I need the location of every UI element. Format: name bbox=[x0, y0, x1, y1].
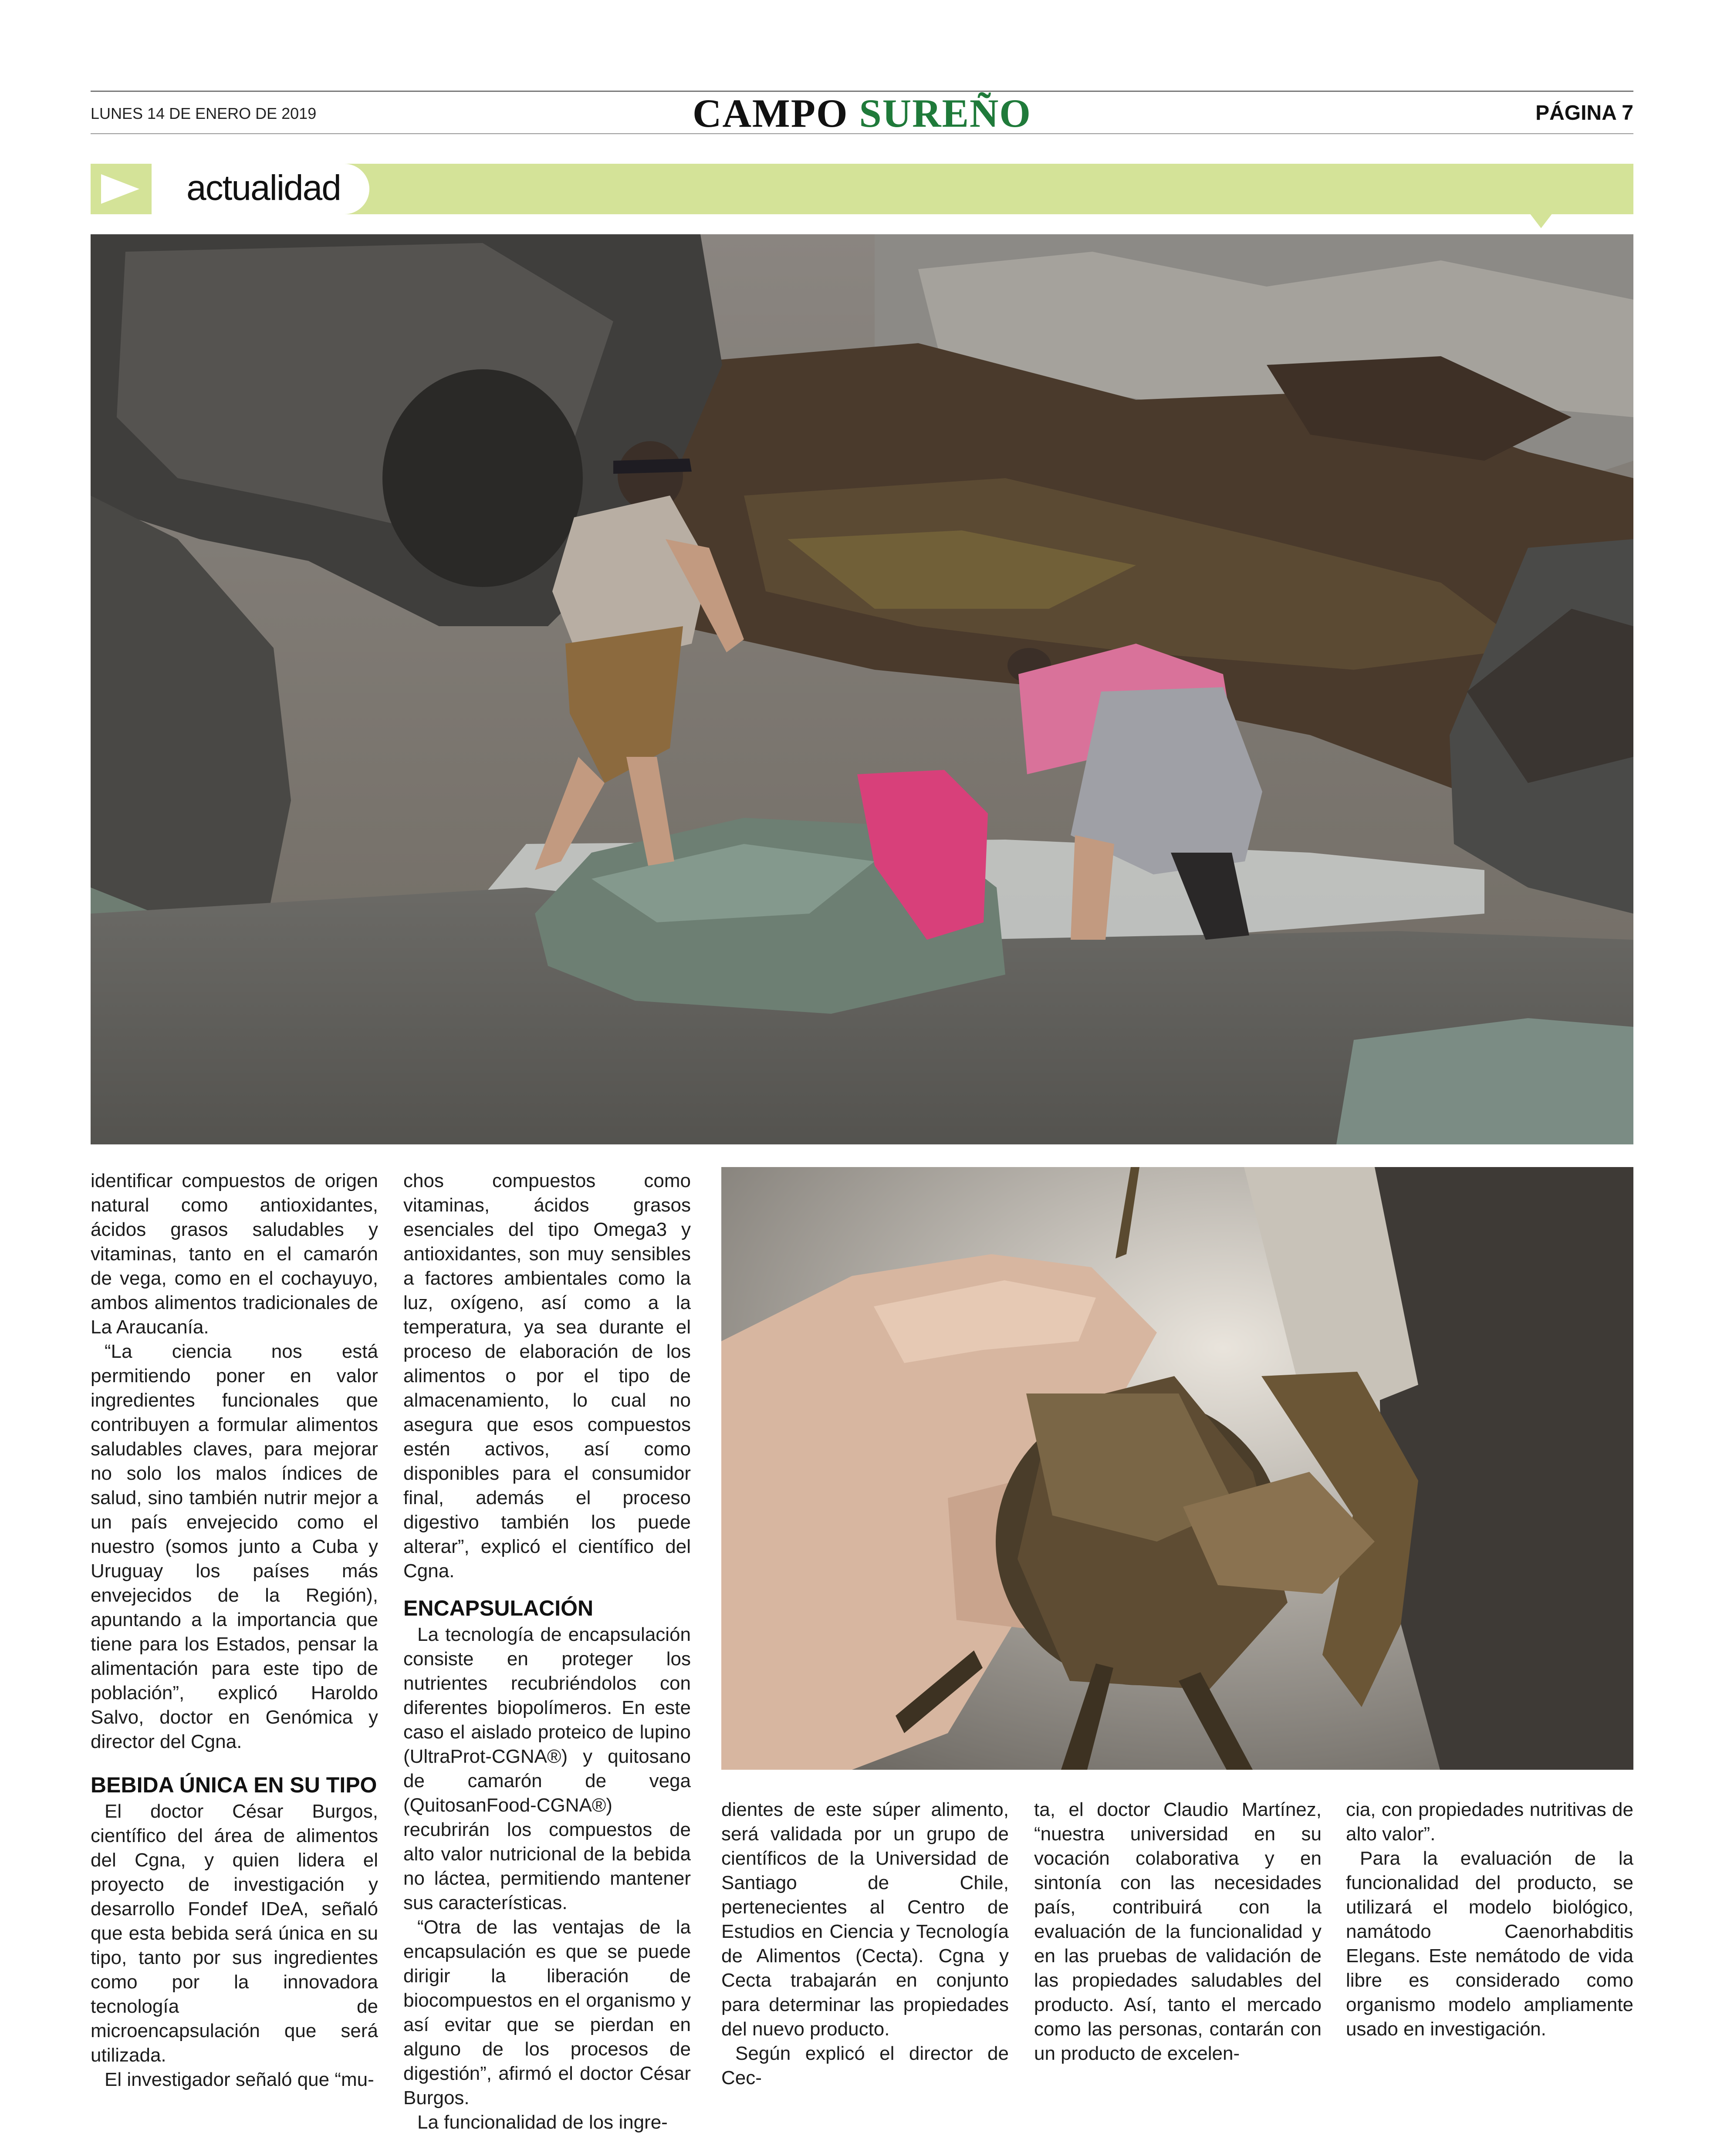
masthead-campo: CAMPO bbox=[693, 91, 848, 135]
paragraph: “La ciencia nos está permitiendo poner en valor ingredientes funcionales que contribuyen a formular alimentos saludables claves, para mejorar no solo los malos índices de salud, sino también nutrir mejor a un país envejecido como el nuestro (somos junto a Cuba y Uruguay los países más envejecidos de la Región), apuntando a la importancia que tiene para los Estados, pensar la alimentación para este tipo de población”, explicó Haroldo Salvo, doctor en Genómica y director del Cgna. bbox=[91, 1341, 378, 1752]
photo-crab-in-hand bbox=[721, 1167, 1633, 1770]
masthead bbox=[0, 89, 1724, 137]
article-column-4 bbox=[1034, 1798, 1322, 2066]
subheading-bebida-unica: BEBIDA ÚNICA EN SU TIPO bbox=[91, 1773, 377, 1797]
masthead-sureno: SUREÑO bbox=[859, 91, 1031, 135]
paragraph: ta, el doctor Claudio Martínez, “nuestra universidad en su vocación colaborativa y en sintonía con las necesidades país, contribuirá con la evaluación de la funcionalidad y en las pruebas de validación de las propiedades saludables del producto. Así, tanto el mercado como las personas, contarán con un producto de excelen- bbox=[1034, 1799, 1322, 2064]
article-column-2 bbox=[403, 1169, 691, 2135]
main-photo-seaweed-gatherers bbox=[91, 234, 1633, 1144]
paragraph: cia, con propiedades nutritivas de alto valor”. bbox=[1346, 1799, 1633, 1845]
paragraph: La tecnología de encapsulación consiste en proteger los nutrientes recubriéndolos con diferentes biopolímeros. En este caso el aislado proteico de lupino (UltraProt-CGNA®) y quitosano de camarón de vega (QuitosanFood-CGNA®) recubrirán los compuestos de alto valor nutricional de la bebida no láctea, permitiendo mantener sus características. bbox=[403, 1624, 691, 1913]
article-column-3 bbox=[721, 1798, 1009, 2090]
article-column-1 bbox=[91, 1169, 378, 2092]
paragraph: El doctor César Burgos, científico del área de alimentos del Cgna, y quien lidera el proyecto de investigación y desarrollo Fondef IDeA, señaló que esta bebida será única en su tipo, tanto por sus ingredientes como por la innovadora tecnología de microencapsulación que será utilizada. bbox=[91, 1801, 378, 2066]
subheading-encapsulacion: ENCAPSULACIÓN bbox=[403, 1596, 594, 1620]
paragraph: “Otra de las ventajas de la encapsulación es que se puede dirigir la liberación de biocompuestos en el organismo y así evitar que se pierdan en alguno de los procesos de digestión”, afirmó el doctor César Burgos. bbox=[403, 1916, 691, 2109]
play-arrow-icon bbox=[101, 174, 139, 204]
paragraph: Para la evaluación de la funcionalidad del producto, se utilizará el modelo biológico, namátodo Caenorhabditis Elegans. Este nemátodo de vida libre es considerado como organismo modelo ampliamente usado en investigación. bbox=[1346, 1848, 1633, 2040]
section-label: actualidad bbox=[186, 168, 341, 208]
paragraph: dientes de este súper alimento, será validada por un grupo de científicos de la Universidad de Santiago de Chile, pertenecientes al Centro de Estudios en Ciencia y Tecnología de Alimentos (Cecta). Cgna y Cecta trabajarán en conjunto para determinar las propiedades del nuevo producto. bbox=[721, 1799, 1009, 2040]
article-column-5 bbox=[1346, 1798, 1633, 2041]
issue-date: LUNES 14 DE ENERO DE 2019 bbox=[91, 105, 317, 122]
paragraph: El investigador señaló que “mu- bbox=[105, 2069, 374, 2090]
paragraph: Según explicó el director de Cec- bbox=[721, 2043, 1009, 2089]
section-bar-notch bbox=[1530, 213, 1552, 228]
paragraph: chos compuestos como vitaminas, ácidos grasos esenciales del tipo Omega3 y antioxidantes, son muy sensibles a factores ambientales como la luz, oxígeno, así como a la temperatura, ya sea durante el proceso de elaboración de los alimentos o por el tipo de almacenamiento, lo cual no asegura que esos compuestos estén activos, así como disponibles para el consumidor final, además el proceso digestivo también los puede alterar”, explicó el científico del Cgna. bbox=[403, 1170, 691, 1582]
page-number: PÁGINA 7 bbox=[1535, 101, 1633, 125]
paragraph: La funcionalidad de los ingre- bbox=[417, 2112, 668, 2133]
paragraph: identificar compuestos de origen natural como antioxidantes, ácidos grasos saludables y vitaminas, tanto en el camarón de vega, como en el cochayuyo, ambos alimentos tradicionales de La Araucanía. bbox=[91, 1170, 378, 1338]
